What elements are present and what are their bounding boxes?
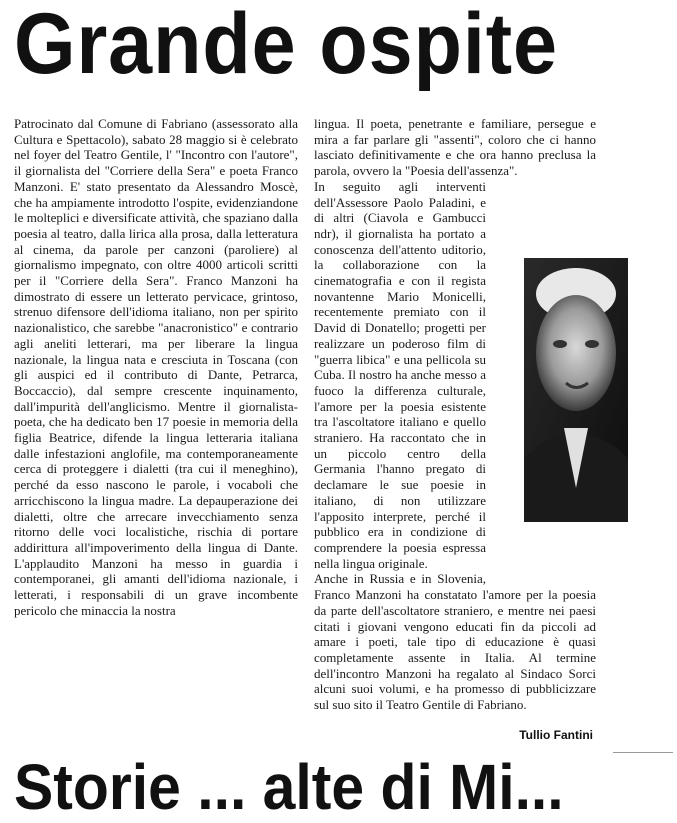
divider	[613, 752, 673, 753]
right-paragraph-2-text: In seguito agli interventi dell'Assessore Paolo Paladini, e di altri (Ciavola e Gambucci ndr), il giornalista ha portato a conoscenza dell'attento uditorio, la collaborazione con la cinematografia e con il regista novantenne Mario Monicelli, recentemente premiato con il David di Donatello; progetti per realizzare un poderoso film di "guerra libica" e una pellicola su Cuba. Il nostro ha anche messo a fuoco la differenza culturale, l'amore per la poesia esistente tra l'ascoltatore italiano e quello straniero. Ha raccontato che in un piccolo centro della Germania l'hanno pregato di declamare le sue poesie in italiano, di non utilizzare l'apposito interprete, perché il pubblico era in condizione di comprendere la poesia espressa nella lingua originale.	[314, 178, 486, 571]
left-column	[14, 116, 298, 619]
author-photo	[524, 258, 628, 522]
portrait-image	[524, 258, 628, 522]
next-article-headline: Storie ... alte di Mi...	[14, 751, 564, 823]
left-column-text: Patrocinato dal Comune di Fabriano (assessorato alla Cultura e Spettacolo), sabato 28 maggio si è celebrato nel foyer del Teatro Gentile, l' "Incontro con l'autore", il giornalista del "Corriere della Sera" e poeta Franco Manzoni. E' stato presentato da Alessandro Moscè, che ha ampiamente introdotto l'ospite, evidenziandone le molteplici e diversificate attività, che spaziano dalla poesia al teatro, dalla lirica alla prosa, dalla letteratura al cinema, da parole per canzoni (paroliere) al giornalismo impegnato, con oltre 4000 articoli scritti per il "Corriere della Sera". Franco Manzoni ha dimostrato di essere un letterato pervicace, grintoso, strenuo difensore dell'idioma italiano, non per spirito nazionalistico, che sarebbe "anacronistico" e contrario agli aneliti letterari, ma per liberare la lingua nazionale, la lingua nata e cresciuta in Toscana (con gli auspici ed il contributo di Dante, Petrarca, Boccaccio), dal sempre crescente inquinamento, dall'impurità dell'anglicismo. Mentre il giornalista-poeta, che ha dedicato ben 17 poesie in memoria della figlia Beatrice, difende la lingua letteraria italiana dalle infestazioni anglofile, ma contemporaneamente cerca di proteggere i dialetti (tra cui il meneghino), perché da esso nascono le parole, i vocaboli che arricchiscono la lingua madre. La depauperazione dei dialetti, oltre che arrecare invecchiamento senza ritorno delle voci localistiche, rischia di portare addirittura all'impoverimento della lingua di Dante. L'applaudito Manzoni ha messo in guardia i contemporanei, gli amanti dell'idioma nazionale, i letterati, i responsabili di un grave incombente pericolo che minaccia la nostra	[14, 116, 298, 618]
right-paragraph-1: lingua. Il poeta, penetrante e familiare, persegue e mira a far parlare gli "assenti", coloro che ci hanno lasciato definitivamente e che ora hanno preclusa la parola, ovvero la "Poesia dell'assenza".	[314, 116, 596, 179]
author-signature: Tullio Fantini	[519, 728, 593, 742]
article-headline: Grande ospite	[14, 0, 558, 92]
right-paragraph-3: Anche in Russia e in Slovenia, Franco Manzoni ha constatato l'amore per la poesia da parte dell'ascoltatore straniero, e mentre nei paesi citati i giovani vengono educati fin da piccoli ad amare i poeti, tale tipo di educazione è quasi completamente assente in Italia. Al termine dell'incontro Manzoni ha regalato al Sindaco Sorci alcuni suoi volumi, e ha promesso di pubblicizzare sul suo sito il Teatro Gentile di Fabriano.	[314, 571, 596, 713]
